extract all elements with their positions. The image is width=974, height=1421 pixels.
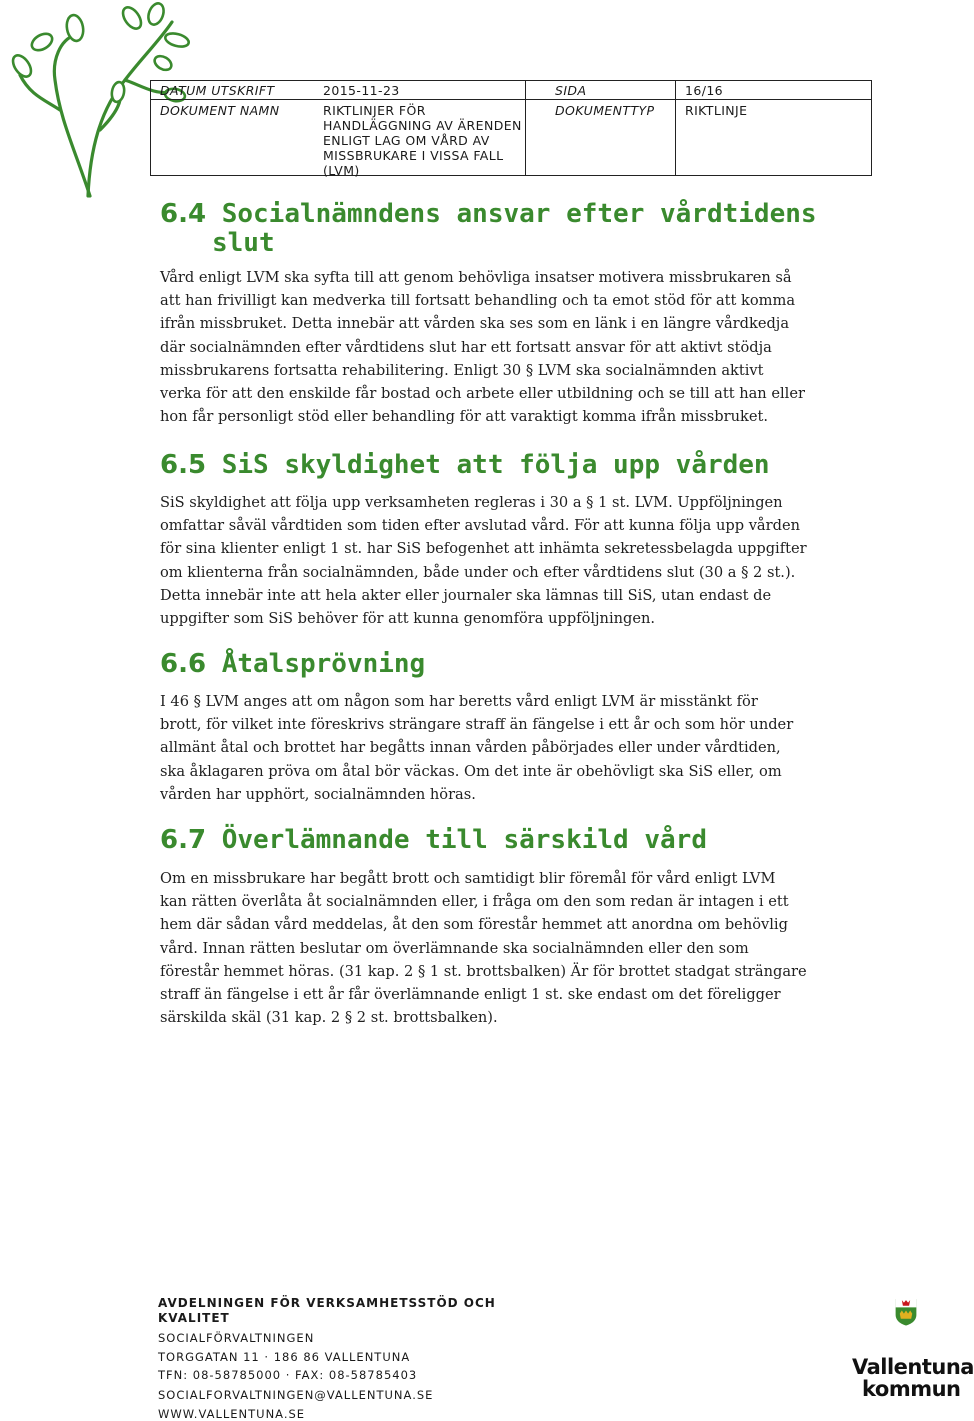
section-6-4 (160, 200, 850, 258)
section-title: Åtalsprövning (206, 649, 426, 679)
section-6-4-body (160, 266, 850, 428)
section-title: SiS skyldighet att följa upp vården (206, 450, 770, 480)
section-heading (160, 650, 850, 679)
dokument-namn-line: MISSBRUKARE I VISSA FALL (323, 148, 504, 163)
text-line: Om en missbrukare har begått brott och samtidigt blir föremål för vård enligt LVM (160, 870, 776, 887)
text-line: förestår hemmet höras. (31 kap. 2 § 1 st. brottsbalken) Är för brottet stadgat strängare (160, 962, 807, 980)
section-6-6 (160, 650, 850, 679)
dokument-namn-line: (LVM) (323, 163, 360, 178)
text-line: vården har upphört, socialnämnden höras. (160, 785, 476, 803)
text-line: vård. Innan rätten beslutar om överlämnande ska socialnämnden eller den som (160, 939, 749, 957)
text-line: om klienterna från socialnämnden, både under och efter vårdtidens slut (30 a § 2 st.). (160, 563, 796, 581)
section-title: Socialnämndens ansvar efter vårdtidens (206, 199, 817, 229)
text-line: att han frivilligt kan medverka till fortsatt behandling och ta emot stöd för att komma (160, 292, 796, 310)
text-line: Vård enligt LVM ska syfta till att genom behövliga insatser motivera missbrukaren så (160, 269, 792, 286)
section-title-continuation: slut (212, 228, 275, 258)
header-column-divider (525, 81, 526, 175)
section-6-7-body (160, 867, 850, 1029)
section-number: 6.4 (160, 199, 207, 229)
phone-fax: TFN: 08-58785000 · FAX: 08-58785403 (158, 1368, 418, 1382)
text-line: särskilda skäl (31 kap. 2 § 2 st. brottsbalken). (160, 1009, 498, 1027)
section-title: Överlämnande till särskild vård (206, 825, 707, 855)
header-divider (151, 99, 871, 100)
section-number: 6.6 (160, 649, 207, 679)
website-link[interactable]: WWW.VALLENTUNA.SE (158, 1407, 306, 1421)
section-heading (160, 826, 850, 855)
paragraph (160, 491, 850, 630)
text-line: ska åklagaren pröva om åtal bör väckas. Om det inte är obehövligt ska SiS eller, om (160, 762, 782, 780)
dokument-namn-value (323, 103, 522, 178)
department-name: AVDELNINGEN FÖR VERKSAMHETSSTÖD OCH (158, 1296, 496, 1310)
organization-name: SOCIALFÖRVALTNINGEN (158, 1331, 315, 1345)
section-heading (160, 451, 850, 480)
dokument-namn-line: HANDLÄGGNING AV ÄRENDEN (323, 118, 522, 133)
text-line: uppgifter som SiS behöver för att kunna genomföra uppföljningen. (160, 610, 656, 628)
section-6-5 (160, 451, 850, 480)
section-6-7 (160, 826, 850, 855)
dokument-namn-line: ENLIGT LAG OM VÅRD AV (323, 133, 490, 148)
logo-wordmark (852, 1355, 974, 1401)
paragraph (160, 690, 850, 806)
text-line: omfattar såväl vårdtiden som tiden efter avslutad vård. För att kunna följa upp vården (160, 517, 800, 535)
logo-line: kommun (862, 1377, 961, 1401)
department-name-continuation: KVALITET (158, 1311, 230, 1325)
text-line: kan rätten överlåta åt socialnämnden eller, i fråga om den som redan är intagen i ett (160, 893, 789, 911)
text-line: verka för att den enskilde får bostad och arbete eller utbildning och se till att han eller (160, 385, 805, 403)
text-line: straff än fängelse i ett år får överlämnande enligt 1 st. ske endast om det föreligger (160, 986, 781, 1004)
postal-address: TORGGATAN 11 · 186 86 VALLENTUNA (158, 1350, 411, 1364)
text-line: Detta innebär inte att hela akter eller journaler ska lämnas till SiS, utan endast de (160, 586, 772, 604)
header-column-divider (675, 81, 676, 175)
document-header-table (150, 80, 872, 176)
datum-utskrift-label: DATUM UTSKRIFT (160, 83, 275, 98)
dokument-namn-line: RIKTLINJER FÖR (323, 103, 426, 118)
email-link[interactable]: SOCIALFORVALTNINGEN@VALLENTUNA.SE (158, 1388, 434, 1402)
text-line: allmänt åtal och brottet har begåtts innan vården påbörjades eller under vårdtiden, (160, 739, 781, 757)
datum-utskrift-value: 2015-11-23 (323, 83, 400, 98)
logo-line: Vallentuna (852, 1355, 974, 1379)
section-number: 6.5 (160, 450, 207, 480)
section-heading (160, 200, 850, 258)
text-line: för sina klienter enligt 1 st. har SiS befogenhet att inhämta sekretessbelagda uppgifter (160, 540, 807, 558)
section-6-5-body (160, 491, 850, 630)
paragraph (160, 867, 850, 1029)
paragraph (160, 266, 850, 428)
dokumenttyp-label: DOKUMENTTYP (555, 103, 655, 118)
dokumenttyp-value: RIKTLINJE (685, 103, 748, 118)
sida-value: 16/16 (685, 83, 724, 98)
text-line: brott, för vilket inte föreskrivs strängare straff än fängelse i ett år och som hör under (160, 716, 794, 734)
section-6-6-body (160, 690, 850, 806)
text-line: ifrån missbruket. Detta innebär att vården ska ses som en länk i en längre vårdkedja (160, 315, 790, 333)
text-line: missbrukarens fortsatta rehabilitering. Enligt 30 § LVM ska socialnämnden aktivt (160, 361, 764, 379)
section-number: 6.7 (160, 825, 207, 855)
sida-label: SIDA (555, 83, 587, 98)
text-line: SiS skyldighet att följa upp verksamheten regleras i 30 a § 1 st. LVM. Uppföljningen (160, 494, 783, 511)
text-line: där socialnämnden efter vårdtidens slut har ett fortsatt ansvar för att aktivt stödja (160, 338, 772, 356)
text-line: hem där sådan vård meddelas, åt den som förestår hemmet att anordna om behövlig (160, 916, 788, 934)
text-line: hon får personligt stöd eller behandling för att varaktigt komma ifrån missbruket. (160, 408, 768, 426)
dokument-namn-label: DOKUMENT NAMN (160, 103, 280, 118)
text-line: I 46 § LVM anges att om någon som har beretts vård enligt LVM är misstänkt för (160, 693, 758, 710)
vallentuna-coat-of-arms-icon (852, 1298, 960, 1352)
